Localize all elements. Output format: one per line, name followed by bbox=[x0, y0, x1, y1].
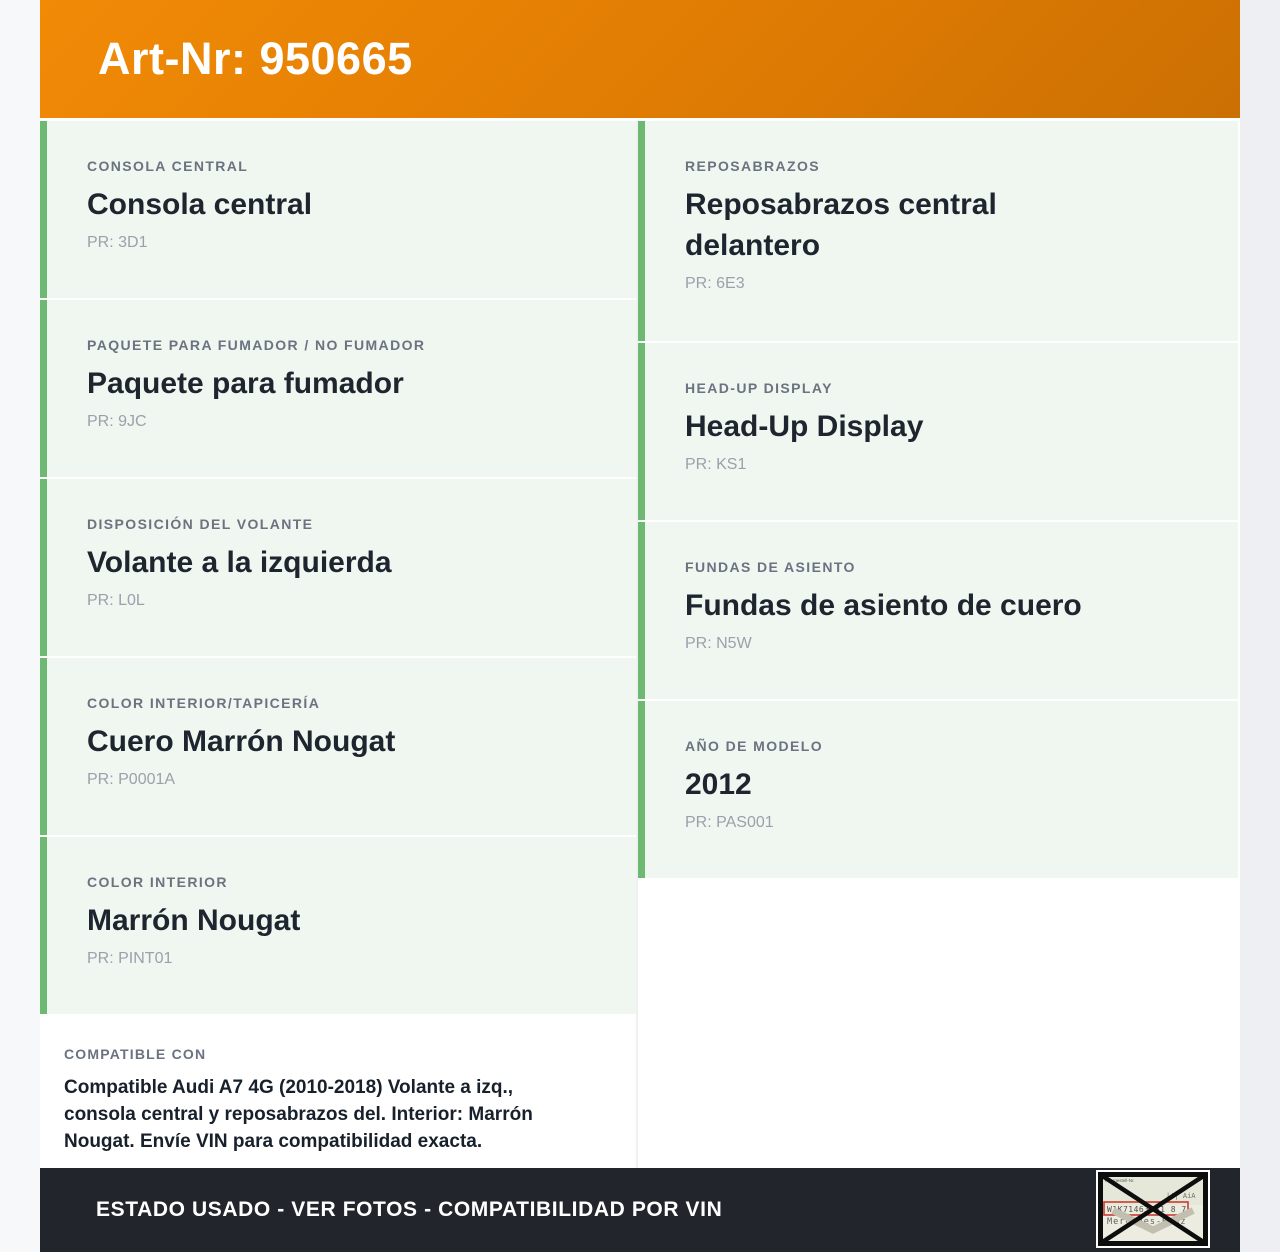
option-tile-head-up-display bbox=[638, 343, 1238, 520]
options-column-right bbox=[638, 121, 1238, 1168]
option-tile-paquete-fumador bbox=[40, 300, 636, 477]
option-title: Paquete para fumador bbox=[87, 367, 404, 400]
vin-document-image bbox=[1096, 1170, 1210, 1248]
option-label: HEAD-UP DISPLAY bbox=[685, 380, 833, 396]
option-tile-volante bbox=[40, 479, 636, 656]
option-pr-code: PR: 6E3 bbox=[685, 275, 745, 292]
header-banner bbox=[40, 0, 1240, 118]
compatibility-label: COMPATIBLE CON bbox=[64, 1046, 207, 1062]
option-label: PAQUETE PARA FUMADOR / NO FUMADOR bbox=[87, 337, 426, 353]
option-tile-reposabrazos bbox=[638, 121, 1238, 341]
brand-text: Mercedes-Benz bbox=[1107, 1217, 1187, 1227]
option-title: Volante a la izquierda bbox=[87, 546, 392, 579]
vin-number-text: W1K71463J31 8 7 bbox=[1107, 1205, 1187, 1214]
listing-card bbox=[40, 0, 1240, 1252]
option-tile-color-tapiceria bbox=[40, 658, 636, 835]
option-title: Consola central bbox=[87, 188, 313, 221]
option-label: COLOR INTERIOR bbox=[87, 874, 228, 890]
option-title: Fundas de asiento de cuero bbox=[685, 589, 1082, 622]
option-tile-consola-central bbox=[40, 121, 636, 298]
option-title: Head-Up Display bbox=[685, 410, 924, 443]
option-title: Reposabrazos central delantero bbox=[685, 188, 997, 262]
option-label: REPOSABRAZOS bbox=[685, 158, 821, 174]
option-title: 2012 bbox=[685, 768, 752, 801]
vin-document-svg bbox=[1098, 1172, 1208, 1246]
compatibility-section bbox=[40, 1016, 636, 1168]
compatibility-text: Compatible Audi A7 4G (2010-2018) Volante a izq., consola central y reposabrazos del. Interior: Marrón Nougat. Envíe VIN para compatibilidad exacta. bbox=[64, 1077, 533, 1152]
option-pr-code: PR: PAS001 bbox=[685, 814, 774, 831]
option-label: CONSOLA CENTRAL bbox=[87, 158, 249, 174]
option-pr-code: PR: 9JC bbox=[87, 413, 147, 430]
option-label: DISPOSICIÓN DEL VOLANTE bbox=[87, 516, 314, 532]
option-pr-code: PR: PINT01 bbox=[87, 950, 173, 967]
option-pr-code: PR: KS1 bbox=[685, 456, 747, 473]
option-label: COLOR INTERIOR/TAPICERÍA bbox=[87, 695, 321, 711]
option-tile-ano-modelo bbox=[638, 701, 1238, 878]
options-column-left bbox=[40, 121, 638, 1168]
condition-footer-text: ESTADO USADO - VER FOTOS - COMPATIBILIDAD POR VIN bbox=[96, 1198, 723, 1221]
option-title: Cuero Marrón Nougat bbox=[87, 725, 396, 758]
option-pr-code: PR: L0L bbox=[87, 592, 145, 609]
document-label-text: Fahrgestell-Nr. bbox=[1105, 1178, 1135, 1183]
option-title: Marrón Nougat bbox=[87, 904, 301, 937]
options-grid bbox=[40, 118, 1240, 1168]
option-pr-code: PR: P0001A bbox=[87, 771, 176, 788]
document-side-text: |4| AiA bbox=[1166, 1192, 1196, 1200]
option-label: AÑO DE MODELO bbox=[685, 738, 823, 754]
option-pr-code: PR: N5W bbox=[685, 635, 752, 652]
option-tile-fundas-asiento bbox=[638, 522, 1238, 699]
option-pr-code: PR: 3D1 bbox=[87, 234, 148, 251]
condition-footer bbox=[40, 1168, 1240, 1252]
article-number-title: Art-Nr: 950665 bbox=[98, 33, 413, 84]
option-tile-color-interior bbox=[40, 837, 636, 1014]
option-label: FUNDAS DE ASIENTO bbox=[685, 559, 856, 575]
